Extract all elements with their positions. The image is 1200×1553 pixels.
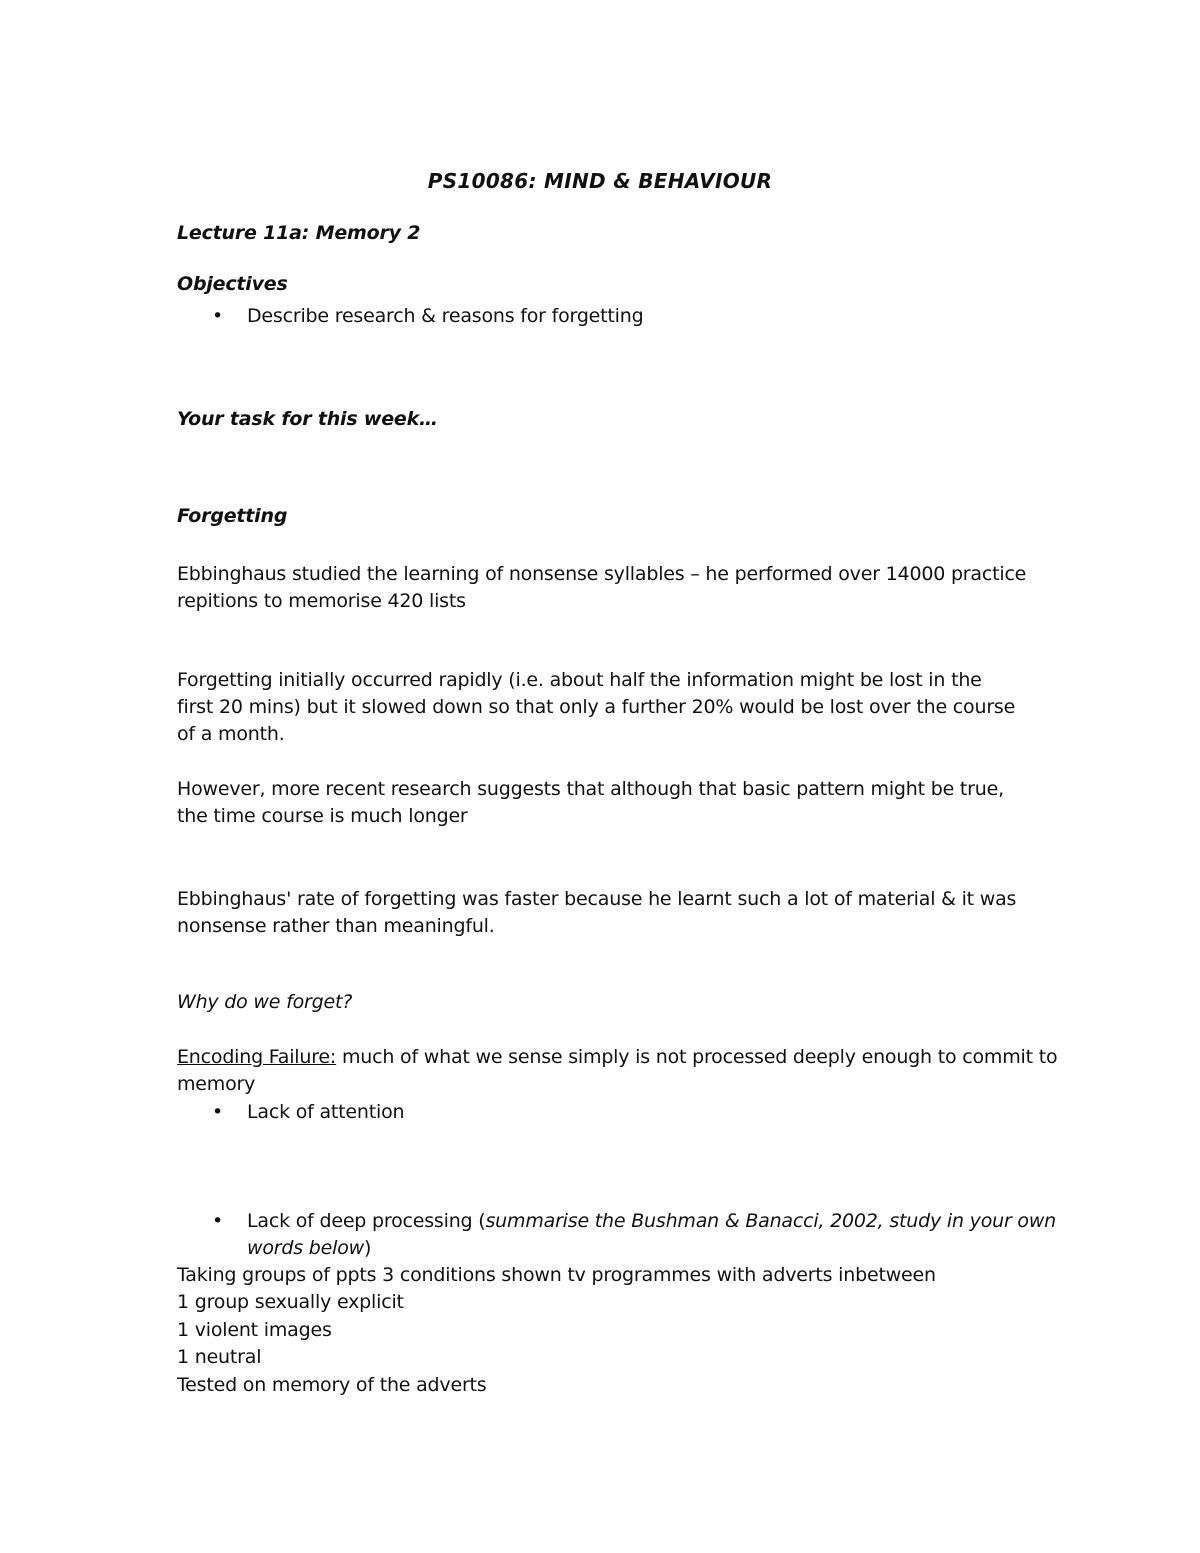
encoding-failure-text: much of what we sense simply is not processed deeply enough to commit to [336,1046,1058,1068]
bullet-dot: • [212,305,224,327]
paragraph-line: Ebbinghaus studied the learning of nonsense syllables – he performed over 14000 practice [177,563,1027,585]
bullet-deep-processing-line2 [247,1235,371,1262]
note-line: 1 violent images [177,1319,332,1341]
bullet-dot: • [212,1101,224,1123]
lecture-title: Lecture 11a: Memory 2 [177,222,421,244]
bullet-deep-processing-suffix: ) [363,1237,372,1259]
note-line: 1 group sexually explicit [177,1291,404,1313]
encoding-failure-line [177,1044,1057,1071]
paragraph-line: nonsense rather than meaningful. [177,915,495,937]
paragraph-line: Ebbinghaus' rate of forgetting was faster because he learnt such a lot of material & it was [177,888,1017,910]
paragraph-line: of a month. [177,723,285,745]
paragraph-line: first 20 mins) but it slowed down so that only a further 20% would be lost over the course [177,696,1016,718]
paragraph-line: repitions to memorise 420 lists [177,590,466,612]
note-line: Tested on memory of the adverts [177,1374,487,1396]
encoding-failure-label: Encoding Failure: [177,1046,337,1068]
bullet-deep-processing-instruction: summarise the Bushman & Banacci, 2002, study in your own [485,1210,1057,1232]
bullet-dot: • [212,1210,224,1232]
objectives-heading: Objectives [177,273,288,295]
note-line: 1 neutral [177,1346,262,1368]
course-title: PS10086: MIND & BEHAVIOUR [427,169,773,193]
paragraph-line: memory [177,1073,256,1095]
objective-item: Describe research & reasons for forgetting [247,305,644,327]
forgetting-heading: Forgetting [177,505,288,527]
paragraph-line: the time course is much longer [177,805,468,827]
paragraph-line: However, more recent research suggests that although that basic pattern might be true, [177,778,1004,800]
note-line: Taking groups of ppts 3 conditions shown tv programmes with adverts inbetween [177,1264,936,1286]
bullet-deep-processing [247,1208,1056,1235]
why-heading: Why do we forget? [177,991,353,1013]
bullet-deep-processing-instruction-end: words below [247,1237,364,1259]
paragraph-line: Forgetting initially occurred rapidly (i.e. about half the information might be lost in the [177,669,982,691]
task-heading: Your task for this week… [177,408,438,430]
bullet-deep-processing-prefix: Lack of deep processing ( [247,1210,486,1232]
bullet-lack-of-attention: Lack of attention [247,1101,405,1123]
